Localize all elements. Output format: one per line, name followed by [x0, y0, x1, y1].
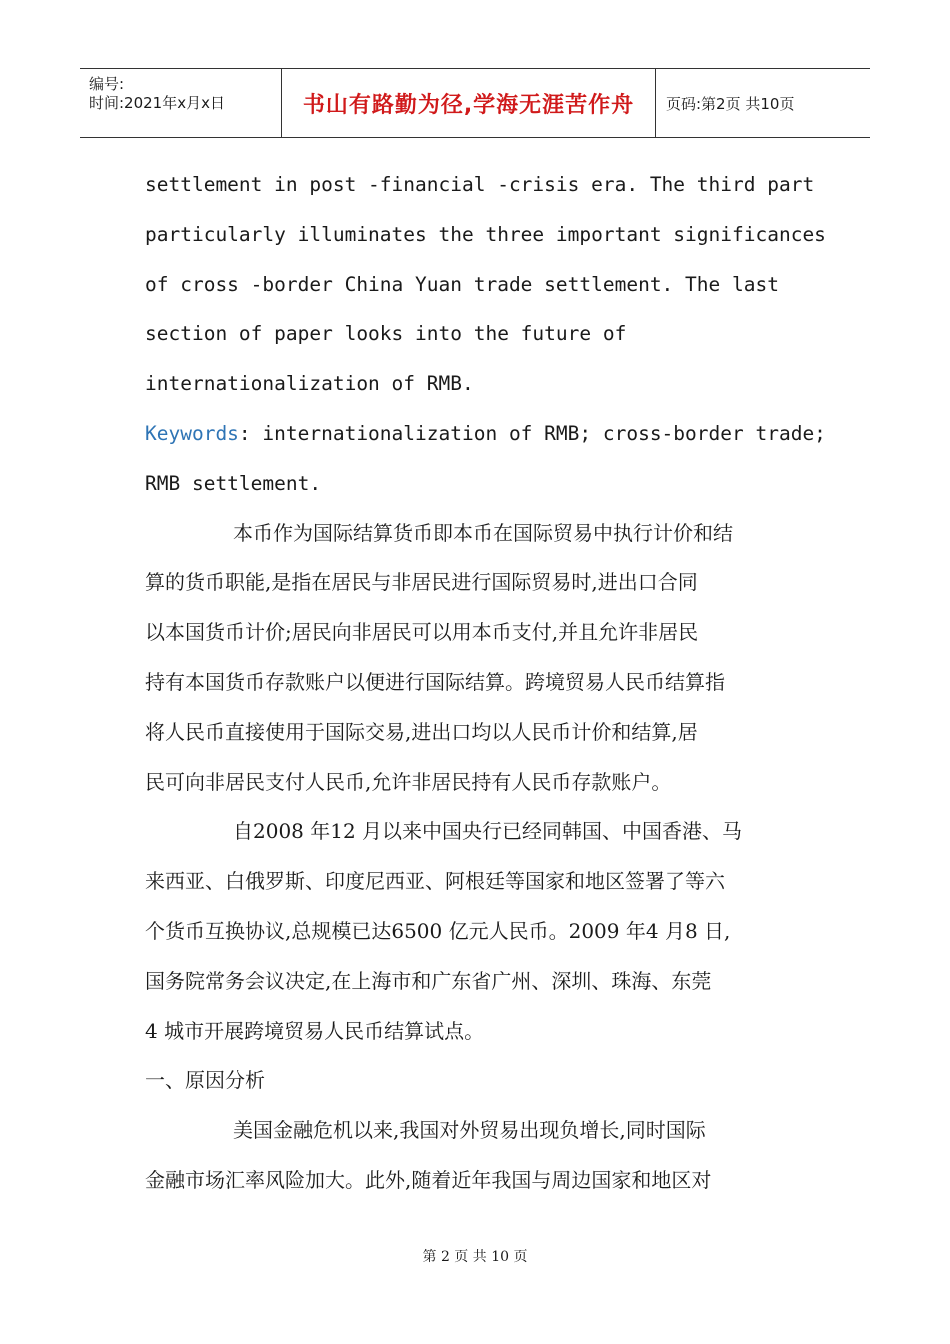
page-footer: 第 2 页 共 10 页 [422, 1249, 528, 1265]
header-meta [80, 69, 282, 137]
header-motto: 书山有路勤为径,学海无涯苦作舟 [282, 69, 656, 137]
paragraph-line: 民可向非居民支付人民币,允许非居民持有人民币存款账户。 [145, 769, 672, 794]
keywords-line-2: RMB settlement. [145, 471, 322, 495]
document-body [145, 160, 826, 1206]
paragraph-line: 4 城市开展跨境贸易人民币结算试点。 [145, 1018, 485, 1043]
keywords-line [145, 409, 826, 459]
section-heading: 一、原因分析 [145, 1068, 265, 1093]
paragraph-line: 来西亚、白俄罗斯、印度尼西亚、阿根廷等国家和地区签署了等六 [145, 869, 725, 894]
paragraph-line: 将人民币直接使用于国际交易,进出口均以人民币计价和结算,居 [145, 719, 698, 744]
paragraph-line: 国务院常务会议决定,在上海市和广东省广州、深圳、珠海、东莞 [145, 968, 712, 993]
abstract-line: particularly illuminates the three important significances [145, 222, 826, 246]
document-time-label: 时间:2021年x月x日 [89, 94, 225, 112]
abstract-line: settlement in post -financial -crisis era. The third part [145, 173, 815, 196]
paragraph-line: 以本国货币计价;居民向非居民可以用本币支付,并且允许非居民 [145, 620, 699, 645]
paragraph-line: 个货币互换协议,总规模已达6500 亿元人民币。2009 年4 月8 日, [145, 918, 731, 943]
page-header [80, 68, 870, 138]
paragraph-line: 金融市场汇率风险加大。此外,随着近年我国与周边国家和地区对 [145, 1167, 712, 1192]
keywords-label: Keywords [145, 421, 239, 445]
document-number-label: 编号: [89, 75, 125, 93]
abstract-line: of cross -border China Yuan trade settlement. The last [145, 272, 779, 296]
paragraph-line: 本币作为国际结算货币即本币在国际贸易中执行计价和结 [233, 520, 733, 545]
paragraph-line: 算的货币职能,是指在居民与非居民进行国际贸易时,进出口合同 [145, 570, 698, 595]
abstract-line: internationalization of RMB. [145, 372, 474, 396]
abstract-line: section of paper looks into the future of [145, 322, 627, 346]
paragraph-line: 自2008 年12 月以来中国央行已经同韩国、中国香港、马 [233, 819, 743, 844]
paragraph-line: 美国金融危机以来,我国对外贸易出现负增长,同时国际 [233, 1118, 706, 1143]
paragraph-line: 持有本国货币存款账户以便进行国际结算。跨境贸易人民币结算指 [145, 669, 725, 694]
keywords-text: : internationalization of RMB; cross-border trade; [238, 421, 826, 445]
header-page-info: 页码:第2页 共10页 [666, 94, 795, 113]
